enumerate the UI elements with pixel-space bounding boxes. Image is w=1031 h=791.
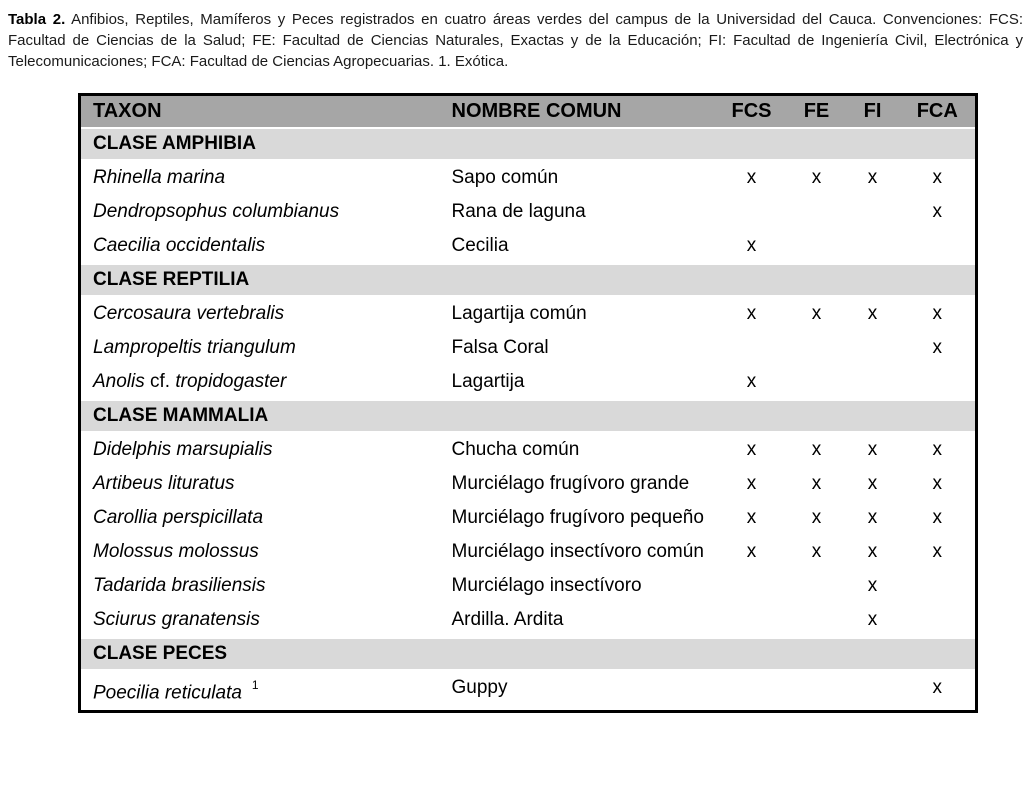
taxon-cell: Dendropsophus columbianus <box>93 201 340 222</box>
common-name-cell: Cecilia <box>451 235 509 256</box>
mark-cell-fcs: x <box>746 371 757 392</box>
table-row <box>80 467 977 501</box>
common-name-cell: Rana de laguna <box>451 201 586 222</box>
taxon-cell: Tadarida brasiliensis <box>93 575 266 596</box>
table-row <box>80 501 977 535</box>
caption-text: Anfibios, Reptiles, Mamíferos y Peces registrados en cuatro áreas verdes del campus de la Universidad del Cauca. Convenciones: FCS: Facultad de Ciencias de la Salud; FE: Facultad de Ciencias Naturales, Exactas y de la Educación; FI: Facultad de Ingeniería Civil, Electrónica y Telecomunicaciones; FCA: Facultad de Ciencias Agropecuarias. 1. Exótica. <box>8 11 1023 70</box>
table-row <box>80 603 977 638</box>
table-row <box>80 670 977 712</box>
mark-cell-fcs <box>716 569 788 603</box>
mark-cell-fe <box>788 195 846 229</box>
section-row <box>80 400 977 432</box>
mark-cell-fe: x <box>811 473 822 494</box>
mark-cell-fca: x <box>932 439 942 460</box>
mark-cell-fi: x <box>867 303 878 324</box>
taxon-cell: Rhinella marina <box>93 167 226 188</box>
mark-cell-fi: x <box>867 507 878 528</box>
taxon-cell: Lampropeltis triangulum <box>93 337 296 358</box>
table-header <box>80 95 977 129</box>
common-name-cell: Guppy <box>451 677 508 698</box>
mark-cell-fe: x <box>811 303 822 324</box>
common-name-cell: Lagartija <box>451 371 525 392</box>
column-header-fcs: FCS <box>716 95 788 129</box>
mark-cell-fi: x <box>867 609 878 630</box>
section-row <box>80 264 977 296</box>
table-row <box>80 195 977 229</box>
mark-cell-fca: x <box>932 167 942 188</box>
table-row <box>80 535 977 569</box>
common-name-cell: Murciélago frugívoro pequeño <box>451 507 704 528</box>
taxon-cell: Poecilia reticulata $^1$ <box>93 678 259 704</box>
section-row <box>80 638 977 670</box>
mark-cell-fca: x <box>932 541 942 562</box>
mark-cell-fca <box>900 365 977 400</box>
common-name-cell: Sapo común <box>451 167 559 188</box>
taxon-cell: Carollia perspicillata <box>93 507 264 528</box>
mark-cell-fcs: x <box>746 473 757 494</box>
mark-cell-fi: x <box>867 167 878 188</box>
mark-cell-fi <box>846 195 900 229</box>
mark-cell-fcs: x <box>746 439 757 460</box>
table-caption <box>0 0 1031 72</box>
mark-cell-fe <box>788 569 846 603</box>
taxon-cell: Molossus molossus <box>93 541 259 562</box>
mark-cell-fe <box>788 229 846 264</box>
mark-cell-fcs: x <box>746 303 757 324</box>
mark-cell-fca <box>900 229 977 264</box>
mark-cell-fcs: x <box>746 167 757 188</box>
mark-cell-fi <box>846 670 900 712</box>
mark-cell-fi <box>846 331 900 365</box>
table-row <box>80 296 977 331</box>
column-header-nombre-comun: NOMBRE COMUN <box>440 95 716 129</box>
mark-cell-fi: x <box>867 473 878 494</box>
mark-cell-fca: x <box>932 473 942 494</box>
table-body <box>80 128 977 712</box>
common-name-cell: Murciélago frugívoro grande <box>451 473 690 494</box>
table-row <box>80 569 977 603</box>
taxon-cell: Sciurus granatensis <box>93 609 260 630</box>
mark-cell-fca: x <box>932 507 942 528</box>
mark-cell-fcs <box>716 670 788 712</box>
table-row <box>80 229 977 264</box>
mark-cell-fca <box>900 603 977 638</box>
column-header-fca: FCA <box>900 95 977 129</box>
table-container <box>78 93 975 713</box>
header-row <box>80 95 977 129</box>
mark-cell-fcs: x <box>746 235 757 256</box>
section-label: CLASE PECES <box>80 638 977 670</box>
column-header-taxon: TAXON <box>80 95 440 129</box>
taxon-cell: Caecilia occidentalis <box>93 235 266 256</box>
mark-cell-fe <box>788 365 846 400</box>
table-row <box>80 331 977 365</box>
mark-cell-fcs: x <box>746 507 757 528</box>
table-row <box>80 160 977 195</box>
taxon-cell: Artibeus lituratus <box>93 473 235 494</box>
mark-cell-fcs <box>716 603 788 638</box>
section-row <box>80 128 977 160</box>
caption-label: Tabla 2. <box>8 11 66 28</box>
mark-cell-fe <box>788 331 846 365</box>
mark-cell-fca <box>900 569 977 603</box>
taxon-cell: Didelphis marsupialis <box>93 439 273 460</box>
mark-cell-fi: x <box>867 439 878 460</box>
mark-cell-fe <box>788 603 846 638</box>
exotic-superscript: 1 <box>251 678 259 692</box>
mark-cell-fi <box>846 365 900 400</box>
section-label: CLASE AMPHIBIA <box>80 128 977 160</box>
mark-cell-fcs <box>716 195 788 229</box>
mark-cell-fca: x <box>932 337 942 358</box>
mark-cell-fe: x <box>811 167 822 188</box>
mark-cell-fe: x <box>811 507 822 528</box>
mark-cell-fcs: x <box>746 541 757 562</box>
mark-cell-fe: x <box>811 439 822 460</box>
mark-cell-fi <box>846 229 900 264</box>
table-row <box>80 432 977 467</box>
species-table <box>78 93 978 713</box>
mark-cell-fca: x <box>932 677 942 698</box>
common-name-cell: Murciélago insectívoro <box>451 575 642 596</box>
taxon-cell: Cercosaura vertebralis <box>93 303 285 324</box>
mark-cell-fi: x <box>867 575 878 596</box>
mark-cell-fi: x <box>867 541 878 562</box>
mark-cell-fe: x <box>811 541 822 562</box>
common-name-cell: Chucha común <box>451 439 580 460</box>
column-header-fi: FI <box>846 95 900 129</box>
taxon-cell: Anolis cf. tropidogaster <box>93 371 287 392</box>
mark-cell-fca: x <box>932 201 942 222</box>
mark-cell-fcs <box>716 331 788 365</box>
common-name-cell: Ardilla. Ardita <box>451 609 564 630</box>
mark-cell-fe <box>788 670 846 712</box>
section-label: CLASE REPTILIA <box>80 264 977 296</box>
table-row <box>80 365 977 400</box>
common-name-cell: Lagartija común <box>451 303 587 324</box>
column-header-fe: FE <box>788 95 846 129</box>
common-name-cell: Falsa Coral <box>451 337 549 358</box>
section-label: CLASE MAMMALIA <box>80 400 977 432</box>
common-name-cell: Murciélago insectívoro común <box>451 541 704 562</box>
mark-cell-fca: x <box>932 303 942 324</box>
